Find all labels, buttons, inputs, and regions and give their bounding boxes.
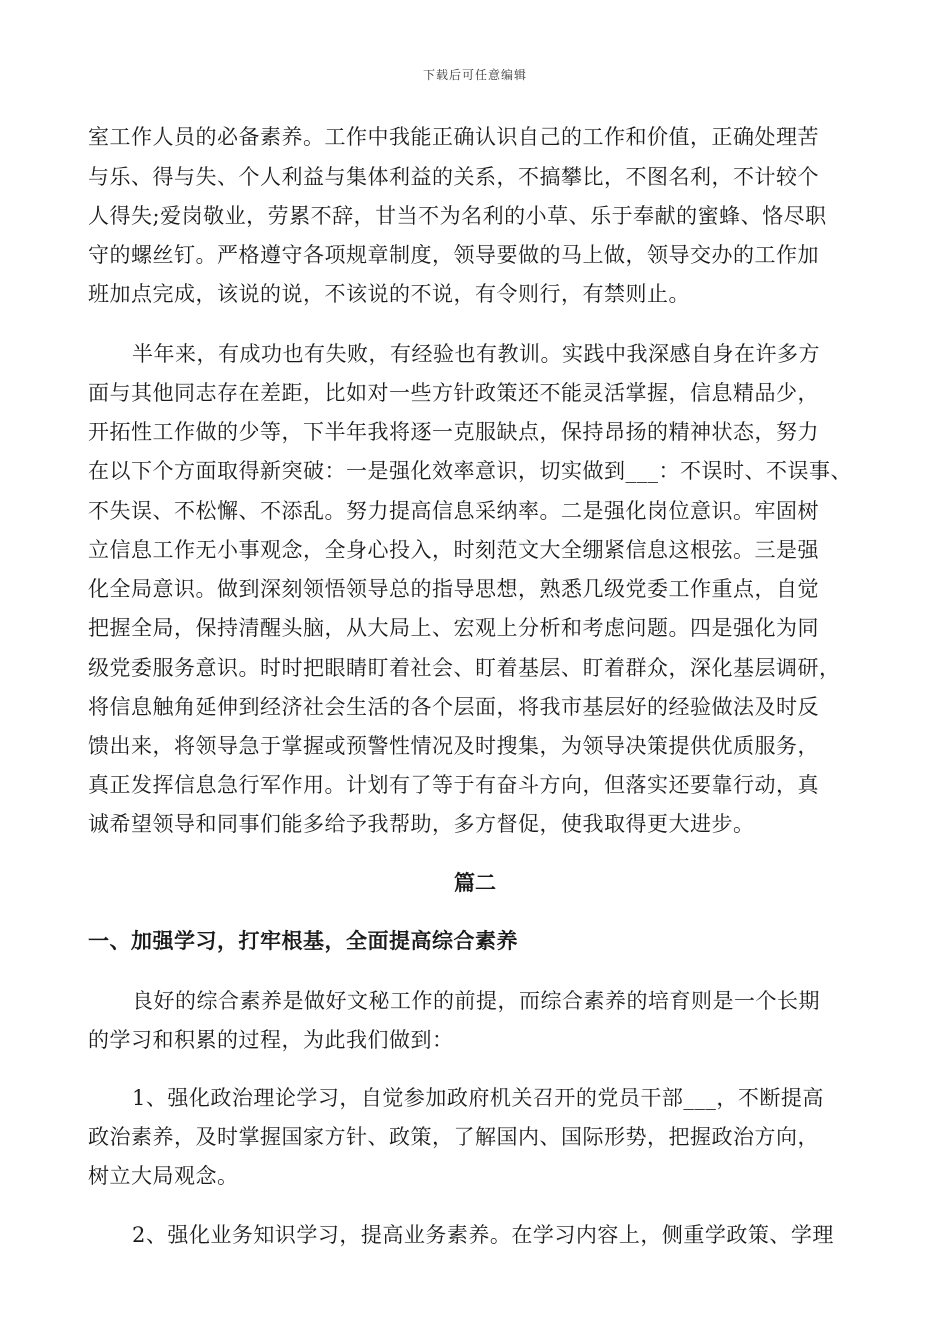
text-line: 班加点完成，该说的说，不该说的不说，有令则行，有禁则止。 [88,282,690,306]
text-line: 化全局意识。做到深刻领悟领导总的指导思想，熟悉几级党委工作重点，自觉 [88,577,819,601]
section-heading: 一、加强学习，打牢根基，全面提高综合素养 [88,929,518,953]
text-line: 守的螺丝钉。严格遵守各项规章制度，领导要做的马上做，领导交办的工作加 [88,243,819,267]
text-line: 1、强化政治理论学习，自觉参加政府机关召开的党员干部___，不断提高 [132,1086,824,1110]
text-line: 真正发挥信息急行军作用。计划有了等于有奋斗方向，但落实还要靠行动，真 [88,773,819,797]
text-line: 良好的综合素养是做好文秘工作的前提，而综合素养的培育则是一个长期 [132,989,820,1013]
text-line: 诚希望领导和同事们能多给予我帮助，多方督促，使我取得更大进步。 [88,812,755,836]
text-line: 馈出来，将领导急于掌握或预警性情况及时搜集，为领导决策提供优质服务， [88,734,819,758]
text-line: 在以下个方面取得新突破：一是强化效率意识，切实做到___：不误时、不误事、 [88,459,852,483]
text-line: 人得失;爱岗敬业，劳累不辞，甘当不为名利的小草、乐于奉献的蜜蜂、恪尽职 [88,204,827,228]
text-line: 的学习和积累的过程，为此我们做到： [88,1028,454,1052]
text-line: 不失误、不松懈、不添乱。努力提高信息采纳率。二是强化岗位意识。牢固树 [88,499,819,523]
text-line: 面与其他同志存在差距，比如对一些方针政策还不能灵活掌握，信息精品少， [88,381,819,405]
text-line: 立信息工作无小事观念，全身心投入，时刻范文大全绷紧信息这根弦。三是强 [88,538,819,562]
text-line: 将信息触角延伸到经济社会生活的各个层面，将我市基层好的经验做法及时反 [88,695,819,719]
text-line: 级党委服务意识。时时把眼睛盯着社会、盯着基层、盯着群众，深化基层调研， [88,656,841,680]
text-line: 室工作人员的必备素养。工作中我能正确认识自己的工作和价值，正确处理苦 [88,125,819,149]
text-line: 政治素养，及时掌握国家方针、政策，了解国内、国际形势，把握政治方向， [88,1125,819,1149]
text-line: 树立大局观念。 [88,1164,239,1188]
text-line: 与乐、得与失、个人利益与集体利益的关系，不搞攀比，不图名利，不计较个 [88,165,819,189]
text-line: 半年来，有成功也有失败，有经验也有教训。实践中我深感自身在许多方 [132,342,820,366]
text-line: 把握全局，保持清醒头脑，从大局上、宏观上分析和考虑问题。四是强化为同 [88,616,819,640]
header-note: 下载后可任意编辑 [422,68,527,82]
text-line: 2、强化业务知识学习，提高业务素养。在学习内容上，侧重学政策、学理 [132,1223,834,1247]
section-title: 篇二 [454,870,496,895]
text-line: 开拓性工作做的少等，下半年我将逐一克服缺点，保持昂扬的精神状态，努力 [88,420,819,444]
